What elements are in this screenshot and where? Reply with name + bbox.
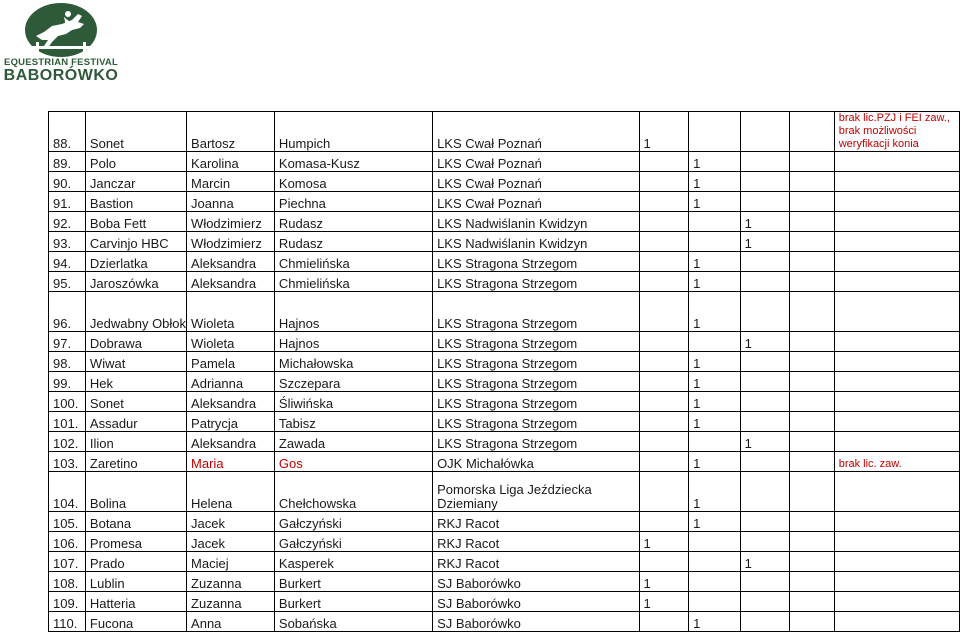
horse-name: Dzierlatka bbox=[85, 252, 186, 272]
class-d-mark bbox=[790, 292, 835, 332]
class-c-mark: 1 bbox=[740, 332, 790, 352]
horse-name: Lublin bbox=[85, 572, 186, 592]
rider-first-name: Włodzimierz bbox=[187, 232, 275, 252]
row-number: 88. bbox=[49, 112, 86, 152]
rider-first-name: Aleksandra bbox=[187, 392, 275, 412]
horse-name: Sonet bbox=[85, 392, 186, 412]
class-a-mark bbox=[639, 552, 689, 572]
rider-last-name: Chmielińska bbox=[274, 272, 432, 292]
rider-last-name: Kasperek bbox=[274, 552, 432, 572]
class-d-mark bbox=[790, 332, 835, 352]
class-a-mark bbox=[639, 172, 689, 192]
class-a-mark: 1 bbox=[639, 572, 689, 592]
table-row bbox=[49, 592, 960, 612]
club-name: LKS Stragona Strzegom bbox=[433, 432, 639, 452]
class-c-mark: 1 bbox=[740, 212, 790, 232]
class-a-mark bbox=[639, 432, 689, 452]
class-a-mark bbox=[639, 272, 689, 292]
club-name: LKS Cwał Poznań bbox=[433, 152, 639, 172]
remarks bbox=[834, 252, 959, 272]
rider-first-name: Adrianna bbox=[187, 372, 275, 392]
rider-last-name: Hajnos bbox=[274, 292, 432, 332]
horse-name: Botana bbox=[85, 512, 186, 532]
class-c-mark bbox=[740, 152, 790, 172]
row-number: 97. bbox=[49, 332, 86, 352]
rider-last-name: Chełchowska bbox=[274, 472, 432, 512]
class-d-mark bbox=[790, 272, 835, 292]
class-b-mark: 1 bbox=[689, 352, 741, 372]
club-name: SJ Baborówko bbox=[433, 572, 639, 592]
row-number: 90. bbox=[49, 172, 86, 192]
table-row bbox=[49, 272, 960, 292]
club-name: LKS Stragona Strzegom bbox=[433, 352, 639, 372]
horse-name: Janczar bbox=[85, 172, 186, 192]
horse-name: Assadur bbox=[85, 412, 186, 432]
row-number: 104. bbox=[49, 472, 86, 512]
class-b-mark: 1 bbox=[689, 472, 741, 512]
class-c-mark bbox=[740, 372, 790, 392]
class-d-mark bbox=[790, 472, 835, 512]
table-row bbox=[49, 332, 960, 352]
class-c-mark bbox=[740, 452, 790, 472]
class-d-mark bbox=[790, 152, 835, 172]
club-name: OJK Michałówka bbox=[433, 452, 639, 472]
logo-line-2: BABORÓWKO bbox=[3, 67, 119, 84]
table-row bbox=[49, 532, 960, 552]
table-row bbox=[49, 372, 960, 392]
club-name: LKS Stragona Strzegom bbox=[433, 252, 639, 272]
rider-last-name: Gałczyński bbox=[274, 532, 432, 552]
rider-last-name: Burkert bbox=[274, 592, 432, 612]
class-b-mark: 1 bbox=[689, 272, 741, 292]
rider-first-name: Aleksandra bbox=[187, 272, 275, 292]
remarks: brak lic.PZJ i FEI zaw., brak możliwości weryfikacji konia bbox=[834, 112, 959, 152]
horse-name: Boba Fett bbox=[85, 212, 186, 232]
class-d-mark bbox=[790, 552, 835, 572]
rider-last-name: Rudasz bbox=[274, 212, 432, 232]
row-number: 93. bbox=[49, 232, 86, 252]
class-a-mark: 1 bbox=[639, 592, 689, 612]
class-c-mark bbox=[740, 272, 790, 292]
rider-first-name: Wioleta bbox=[187, 332, 275, 352]
horse-name: Promesa bbox=[85, 532, 186, 552]
club-name: LKS Cwał Poznań bbox=[433, 192, 639, 212]
club-name: SJ Baborówko bbox=[433, 612, 639, 632]
row-number: 102. bbox=[49, 432, 86, 452]
class-a-mark bbox=[639, 512, 689, 532]
class-b-mark bbox=[689, 552, 741, 572]
class-d-mark bbox=[790, 172, 835, 192]
class-c-mark bbox=[740, 112, 790, 152]
rider-last-name: Zawada bbox=[274, 432, 432, 452]
rider-last-name: Hajnos bbox=[274, 332, 432, 352]
remarks bbox=[834, 352, 959, 372]
class-d-mark bbox=[790, 352, 835, 372]
rider-first-name: Włodzimierz bbox=[187, 212, 275, 232]
class-c-mark bbox=[740, 352, 790, 372]
class-d-mark bbox=[790, 432, 835, 452]
remarks bbox=[834, 472, 959, 512]
horse-name: Hek bbox=[85, 372, 186, 392]
remarks bbox=[834, 212, 959, 232]
row-number: 108. bbox=[49, 572, 86, 592]
table-row bbox=[49, 512, 960, 532]
club-name: LKS Stragona Strzegom bbox=[433, 332, 639, 352]
class-c-mark bbox=[740, 592, 790, 612]
rider-last-name: Humpich bbox=[274, 112, 432, 152]
class-c-mark: 1 bbox=[740, 232, 790, 252]
class-d-mark bbox=[790, 232, 835, 252]
table-row bbox=[49, 472, 960, 512]
rider-first-name: Zuzanna bbox=[187, 572, 275, 592]
row-number: 106. bbox=[49, 532, 86, 552]
club-name: LKS Cwał Poznań bbox=[433, 172, 639, 192]
class-a-mark: 1 bbox=[639, 112, 689, 152]
class-d-mark bbox=[790, 212, 835, 232]
class-d-mark bbox=[790, 192, 835, 212]
club-name: LKS Stragona Strzegom bbox=[433, 372, 639, 392]
class-b-mark bbox=[689, 112, 741, 152]
class-a-mark: 1 bbox=[639, 532, 689, 552]
rider-last-name: Gos bbox=[274, 452, 432, 472]
class-b-mark: 1 bbox=[689, 612, 741, 632]
horse-name: Carvinjo HBC bbox=[85, 232, 186, 252]
class-c-mark: 1 bbox=[740, 552, 790, 572]
rider-first-name: Jacek bbox=[187, 512, 275, 532]
table-row bbox=[49, 552, 960, 572]
class-d-mark bbox=[790, 372, 835, 392]
rider-last-name: Burkert bbox=[274, 572, 432, 592]
class-b-mark: 1 bbox=[689, 192, 741, 212]
club-name: LKS Nadwiślanin Kwidzyn bbox=[433, 232, 639, 252]
remarks bbox=[834, 412, 959, 432]
logo-line-1: EQUESTRIAN FESTIVAL bbox=[4, 57, 118, 68]
club-name: LKS Cwał Poznań bbox=[433, 112, 639, 152]
table-row bbox=[49, 252, 960, 272]
class-a-mark bbox=[639, 452, 689, 472]
table-row bbox=[49, 572, 960, 592]
row-number: 101. bbox=[49, 412, 86, 432]
class-b-mark bbox=[689, 592, 741, 612]
rider-last-name: Komasa-Kusz bbox=[274, 152, 432, 172]
club-name: LKS Stragona Strzegom bbox=[433, 292, 639, 332]
class-d-mark bbox=[790, 392, 835, 412]
horse-name: Sonet bbox=[85, 112, 186, 152]
table-row bbox=[49, 452, 960, 472]
rider-first-name: Patrycja bbox=[187, 412, 275, 432]
class-d-mark bbox=[790, 112, 835, 152]
class-d-mark bbox=[790, 412, 835, 432]
row-number: 100. bbox=[49, 392, 86, 412]
row-number: 103. bbox=[49, 452, 86, 472]
club-name: RKJ Racot bbox=[433, 552, 639, 572]
rider-first-name: Bartosz bbox=[187, 112, 275, 152]
row-number: 110. bbox=[49, 612, 86, 632]
class-a-mark bbox=[639, 392, 689, 412]
class-c-mark bbox=[740, 172, 790, 192]
rider-last-name: Piechna bbox=[274, 192, 432, 212]
row-number: 107. bbox=[49, 552, 86, 572]
rider-last-name: Chmielińska bbox=[274, 252, 432, 272]
rider-last-name: Sobańska bbox=[274, 612, 432, 632]
rider-last-name: Michałowska bbox=[274, 352, 432, 372]
row-number: 98. bbox=[49, 352, 86, 372]
table-row bbox=[49, 212, 960, 232]
class-a-mark bbox=[639, 332, 689, 352]
club-name: RKJ Racot bbox=[433, 512, 639, 532]
class-c-mark bbox=[740, 512, 790, 532]
table-row bbox=[49, 392, 960, 412]
class-c-mark bbox=[740, 412, 790, 432]
horse-name: Polo bbox=[85, 152, 186, 172]
class-a-mark bbox=[639, 232, 689, 252]
remarks bbox=[834, 232, 959, 252]
class-d-mark bbox=[790, 572, 835, 592]
row-number: 91. bbox=[49, 192, 86, 212]
class-a-mark bbox=[639, 412, 689, 432]
rider-first-name: Karolina bbox=[187, 152, 275, 172]
row-number: 89. bbox=[49, 152, 86, 172]
club-name: LKS Stragona Strzegom bbox=[433, 392, 639, 412]
class-b-mark: 1 bbox=[689, 372, 741, 392]
class-d-mark bbox=[790, 612, 835, 632]
class-b-mark: 1 bbox=[689, 172, 741, 192]
rider-first-name: Joanna bbox=[187, 192, 275, 212]
horse-name: Prado bbox=[85, 552, 186, 572]
class-d-mark bbox=[790, 592, 835, 612]
class-c-mark bbox=[740, 192, 790, 212]
remarks bbox=[834, 392, 959, 412]
club-name: Pomorska Liga Jeździecka Dziemiany bbox=[433, 472, 639, 512]
class-c-mark bbox=[740, 572, 790, 592]
row-number: 92. bbox=[49, 212, 86, 232]
table-row bbox=[49, 352, 960, 372]
horse-name: Jaroszówka bbox=[85, 272, 186, 292]
rider-first-name: Aleksandra bbox=[187, 432, 275, 452]
horse-name: Zaretino bbox=[85, 452, 186, 472]
table-row bbox=[49, 612, 960, 632]
class-d-mark bbox=[790, 252, 835, 272]
class-a-mark bbox=[639, 372, 689, 392]
remarks bbox=[834, 592, 959, 612]
club-name: RKJ Racot bbox=[433, 532, 639, 552]
rider-first-name: Zuzanna bbox=[187, 592, 275, 612]
horse-name: Jedwabny Obłok bbox=[85, 292, 186, 332]
row-number: 94. bbox=[49, 252, 86, 272]
rider-last-name: Śliwińska bbox=[274, 392, 432, 412]
table-row bbox=[49, 292, 960, 332]
rider-last-name: Rudasz bbox=[274, 232, 432, 252]
rider-first-name: Maria bbox=[187, 452, 275, 472]
table-row bbox=[49, 432, 960, 452]
class-b-mark bbox=[689, 532, 741, 552]
remarks bbox=[834, 332, 959, 352]
remarks bbox=[834, 292, 959, 332]
class-c-mark bbox=[740, 252, 790, 272]
rider-first-name: Wioleta bbox=[187, 292, 275, 332]
horse-name: Bolina bbox=[85, 472, 186, 512]
class-b-mark bbox=[689, 332, 741, 352]
horse-jumper-icon bbox=[22, 2, 100, 58]
class-c-mark bbox=[740, 472, 790, 512]
class-a-mark bbox=[639, 612, 689, 632]
class-d-mark bbox=[790, 512, 835, 532]
remarks bbox=[834, 552, 959, 572]
club-name: LKS Stragona Strzegom bbox=[433, 272, 639, 292]
class-c-mark: 1 bbox=[740, 432, 790, 452]
class-a-mark bbox=[639, 152, 689, 172]
club-name: LKS Nadwiślanin Kwidzyn bbox=[433, 212, 639, 232]
remarks bbox=[834, 612, 959, 632]
table-row bbox=[49, 192, 960, 212]
remarks bbox=[834, 572, 959, 592]
class-b-mark: 1 bbox=[689, 512, 741, 532]
remarks bbox=[834, 512, 959, 532]
class-b-mark: 1 bbox=[689, 292, 741, 332]
row-number: 95. bbox=[49, 272, 86, 292]
remarks bbox=[834, 172, 959, 192]
class-a-mark bbox=[639, 292, 689, 332]
class-a-mark bbox=[639, 472, 689, 512]
class-c-mark bbox=[740, 292, 790, 332]
rider-last-name: Komosa bbox=[274, 172, 432, 192]
class-a-mark bbox=[639, 212, 689, 232]
class-b-mark: 1 bbox=[689, 392, 741, 412]
remarks bbox=[834, 432, 959, 452]
remarks bbox=[834, 272, 959, 292]
rider-last-name: Szczepara bbox=[274, 372, 432, 392]
table-row bbox=[49, 172, 960, 192]
rider-first-name: Jacek bbox=[187, 532, 275, 552]
class-b-mark bbox=[689, 212, 741, 232]
row-number: 109. bbox=[49, 592, 86, 612]
class-a-mark bbox=[639, 192, 689, 212]
horse-name: Ilion bbox=[85, 432, 186, 452]
horse-name: Fucona bbox=[85, 612, 186, 632]
row-number: 96. bbox=[49, 292, 86, 332]
class-a-mark bbox=[639, 252, 689, 272]
horse-name: Bastion bbox=[85, 192, 186, 212]
rider-last-name: Gałczyński bbox=[274, 512, 432, 532]
class-b-mark bbox=[689, 572, 741, 592]
rider-first-name: Maciej bbox=[187, 552, 275, 572]
class-b-mark: 1 bbox=[689, 252, 741, 272]
horse-name: Dobrawa bbox=[85, 332, 186, 352]
table-row bbox=[49, 152, 960, 172]
rider-first-name: Aleksandra bbox=[187, 252, 275, 272]
class-d-mark bbox=[790, 532, 835, 552]
class-c-mark bbox=[740, 392, 790, 412]
class-b-mark bbox=[689, 232, 741, 252]
table-row bbox=[49, 232, 960, 252]
remarks bbox=[834, 192, 959, 212]
class-d-mark bbox=[790, 452, 835, 472]
class-a-mark bbox=[639, 352, 689, 372]
rider-first-name: Anna bbox=[187, 612, 275, 632]
class-b-mark: 1 bbox=[689, 452, 741, 472]
class-c-mark bbox=[740, 612, 790, 632]
rider-first-name: Marcin bbox=[187, 172, 275, 192]
horse-name: Wiwat bbox=[85, 352, 186, 372]
remarks bbox=[834, 152, 959, 172]
festival-logo bbox=[0, 0, 122, 86]
club-name: SJ Baborówko bbox=[433, 592, 639, 612]
entries-table bbox=[48, 111, 960, 632]
rider-last-name: Tabisz bbox=[274, 412, 432, 432]
rider-first-name: Helena bbox=[187, 472, 275, 512]
class-c-mark bbox=[740, 532, 790, 552]
horse-name: Hatteria bbox=[85, 592, 186, 612]
row-number: 99. bbox=[49, 372, 86, 392]
rider-first-name: Pamela bbox=[187, 352, 275, 372]
class-b-mark: 1 bbox=[689, 412, 741, 432]
remarks: brak lic. zaw. bbox=[834, 452, 959, 472]
table-row bbox=[49, 112, 960, 152]
remarks bbox=[834, 372, 959, 392]
table-row bbox=[49, 412, 960, 432]
class-b-mark: 1 bbox=[689, 152, 741, 172]
remarks bbox=[834, 532, 959, 552]
club-name: LKS Stragona Strzegom bbox=[433, 412, 639, 432]
row-number: 105. bbox=[49, 512, 86, 532]
class-b-mark bbox=[689, 432, 741, 452]
